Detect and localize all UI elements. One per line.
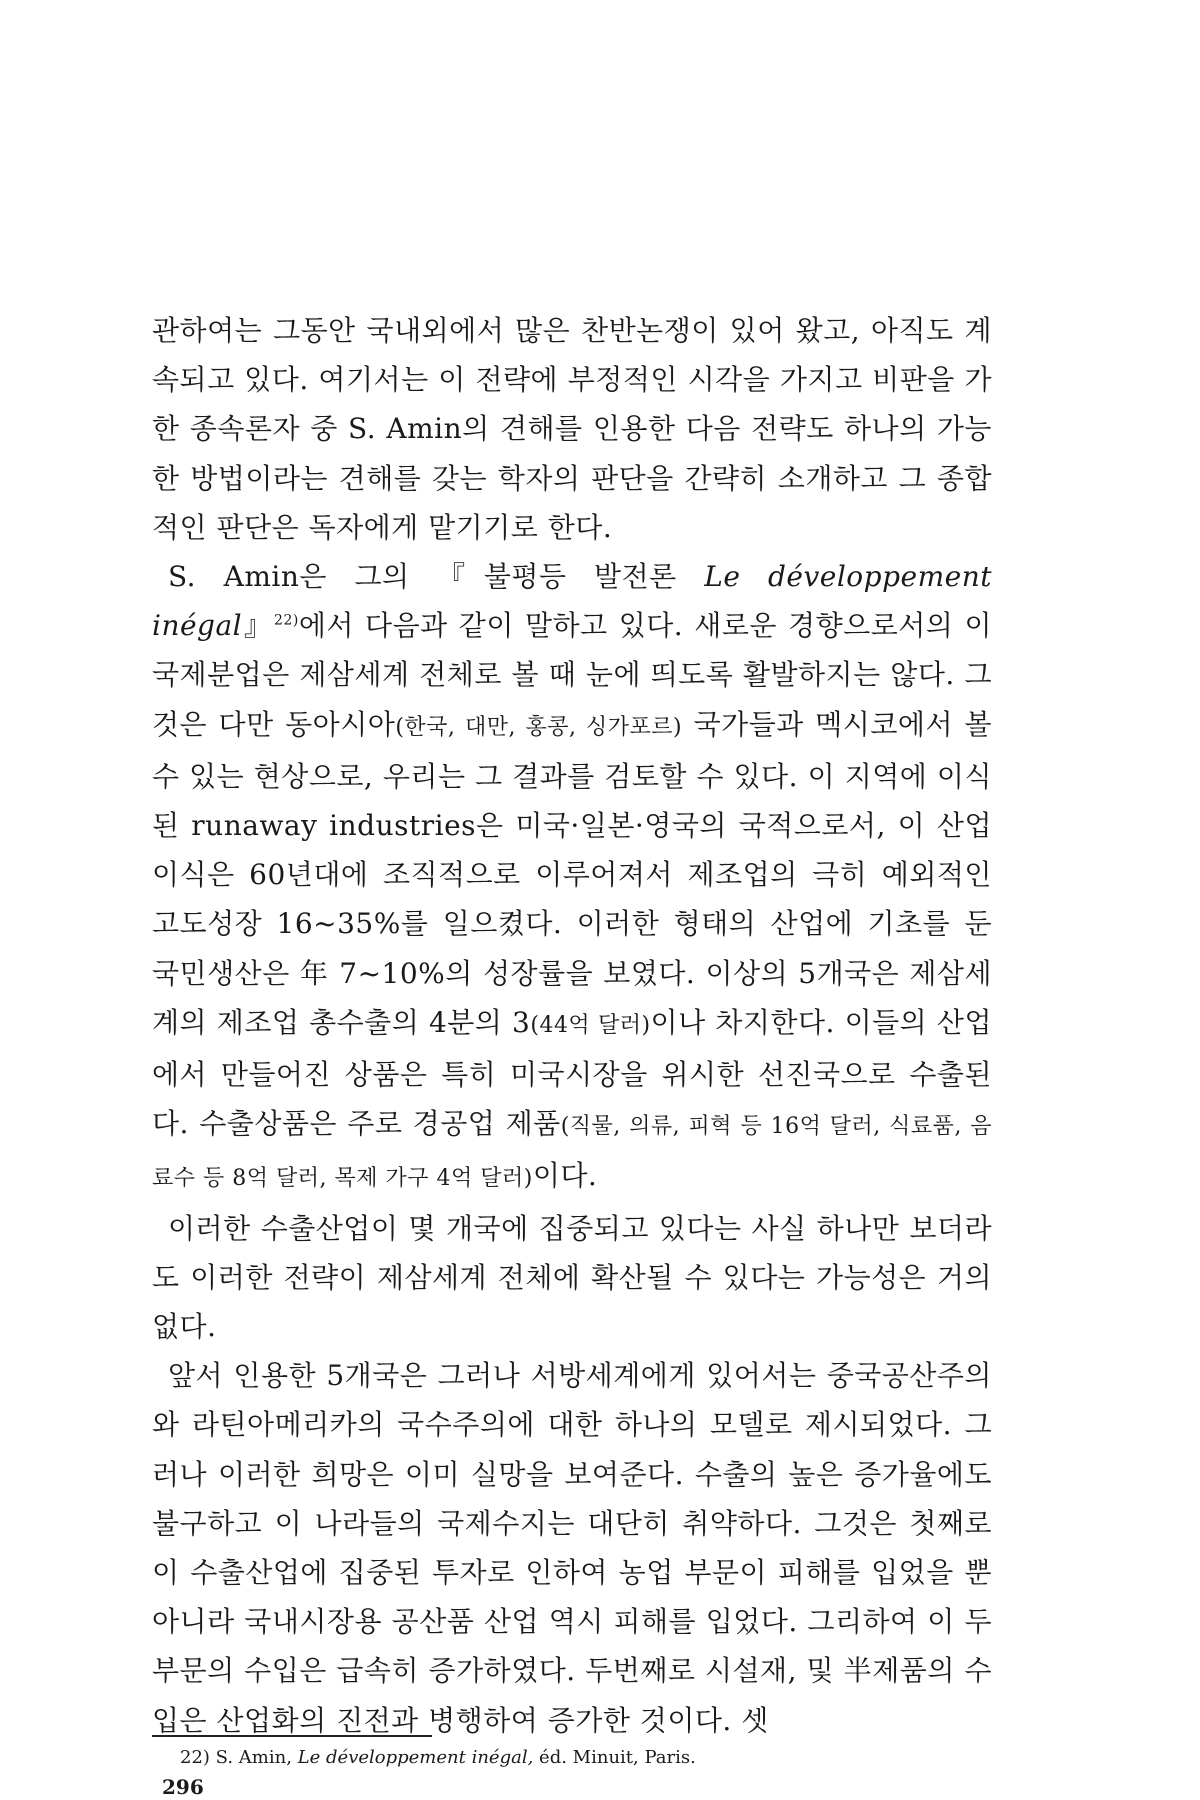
footnote-author: S. Amin, bbox=[215, 1747, 292, 1768]
paragraph-2 bbox=[152, 552, 992, 1204]
paren-amount: (44억 달러) bbox=[530, 1012, 651, 1038]
paragraph-2-body-3: 이나 차지한다. 이들의 산업에서 만들어진 상품은 특히 미국시장을 위시한 선진국으로 수출된다. 수출상품은 주로 경공업 제품 bbox=[152, 1005, 992, 1141]
paragraph-1: 관하여는 그동안 국내외에서 많은 찬반논쟁이 있어 왔고, 아직도 계속되고 있다. 여기서는 이 전략에 부정적인 시각을 가지고 비판을 가한 종속론자 중 S. Amin의 견해를 인용한 다음 전략도 하나의 가능한 방법이라는 견해를 갖는 학자의 판단을 간략히 소개하고 그 종합적인 판단은 독자에게 맡기기로 한다. bbox=[152, 314, 992, 544]
footnote bbox=[180, 1745, 696, 1771]
paragraph-2-body-2: 국가들과 멕시코에서 볼 수 있는 현상으로, 우리는 그 결과를 검토할 수 있다. 이 지역에 이식된 runaway industries은 미국·일본·영국의 국적으로서, 이 산업이식은 60년대에 조직적으로 이루어져서 제조업의 극히 예외적인 고도성장 16~35%를 일으켰다. 이러한 형태의 산업에 기초를 둔 국민생산은 年 7~10%의 성장률을 보였다. 이상의 5개국은 제삼세계의 제조업 총수출의 4분의 3 bbox=[152, 707, 992, 1039]
footnote-divider bbox=[152, 1735, 432, 1737]
footnote-publisher: éd. Minuit, Paris. bbox=[539, 1747, 696, 1768]
paragraph-2-end: 이다. bbox=[532, 1159, 598, 1193]
bracket-close: 』 bbox=[242, 609, 275, 643]
footnote-ref: 22) bbox=[274, 612, 299, 629]
paren-countries: (한국, 대만, 홍콩, 싱가포르) bbox=[395, 714, 683, 740]
footnote-number: 22) bbox=[180, 1747, 210, 1768]
paragraph-4: 앞서 인용한 5개국은 그러나 서방세계에게 있어서는 중국공산주의와 라틴아메리카의 국수주의에 대한 하나의 모델로 제시되었다. 그러나 이러한 희망은 이미 실망을 보여준다. 수출의 높은 증가율에도 불구하고 이 나라들의 국제수지는 대단히 취약하다. 그것은 첫째로 이 수출산업에 집중된 투자로 인하여 농업 부문이 피해를 입었을 뿐 아니라 국내시장용 공산품 산업 역시 피해를 입었다. 그리하여 이 두 부문의 수입은 급속히 증가하였다. 두번째로 시설재, 및 半제품의 수입은 산업화의 진전과 병행하여 증가한 것이다. 셋 bbox=[152, 1359, 992, 1737]
paragraph-2-body: 에서 다음과 같이 말하고 있다. 새로운 경향으로서의 이 국제분업은 제삼세계 전체로 볼 때 눈에 띄도록 활발하지는 않다. 그것은 다만 동아시아 bbox=[152, 609, 992, 741]
paragraph-2-start: S. Amin은 그의 『불평등 발전론 bbox=[168, 560, 677, 594]
paragraph-3: 이러한 수출산업이 몇 개국에 집중되고 있다는 사실 하나만 보더라도 이러한 전략이 제삼세계 전체에 확산될 수 있다는 가능성은 거의 없다. bbox=[152, 1211, 992, 1344]
paren-products: (직물, 의류, 피혁 등 16억 달러, 식료품, 음료수 등 8억 달러, 목제 가구 4억 달러) bbox=[152, 1114, 992, 1192]
footnote-title: Le développement inégal, bbox=[297, 1747, 534, 1768]
body-text bbox=[152, 306, 992, 1745]
page-number: 296 bbox=[162, 1775, 204, 1799]
book-title-italic: Le développement inégal bbox=[152, 560, 992, 643]
